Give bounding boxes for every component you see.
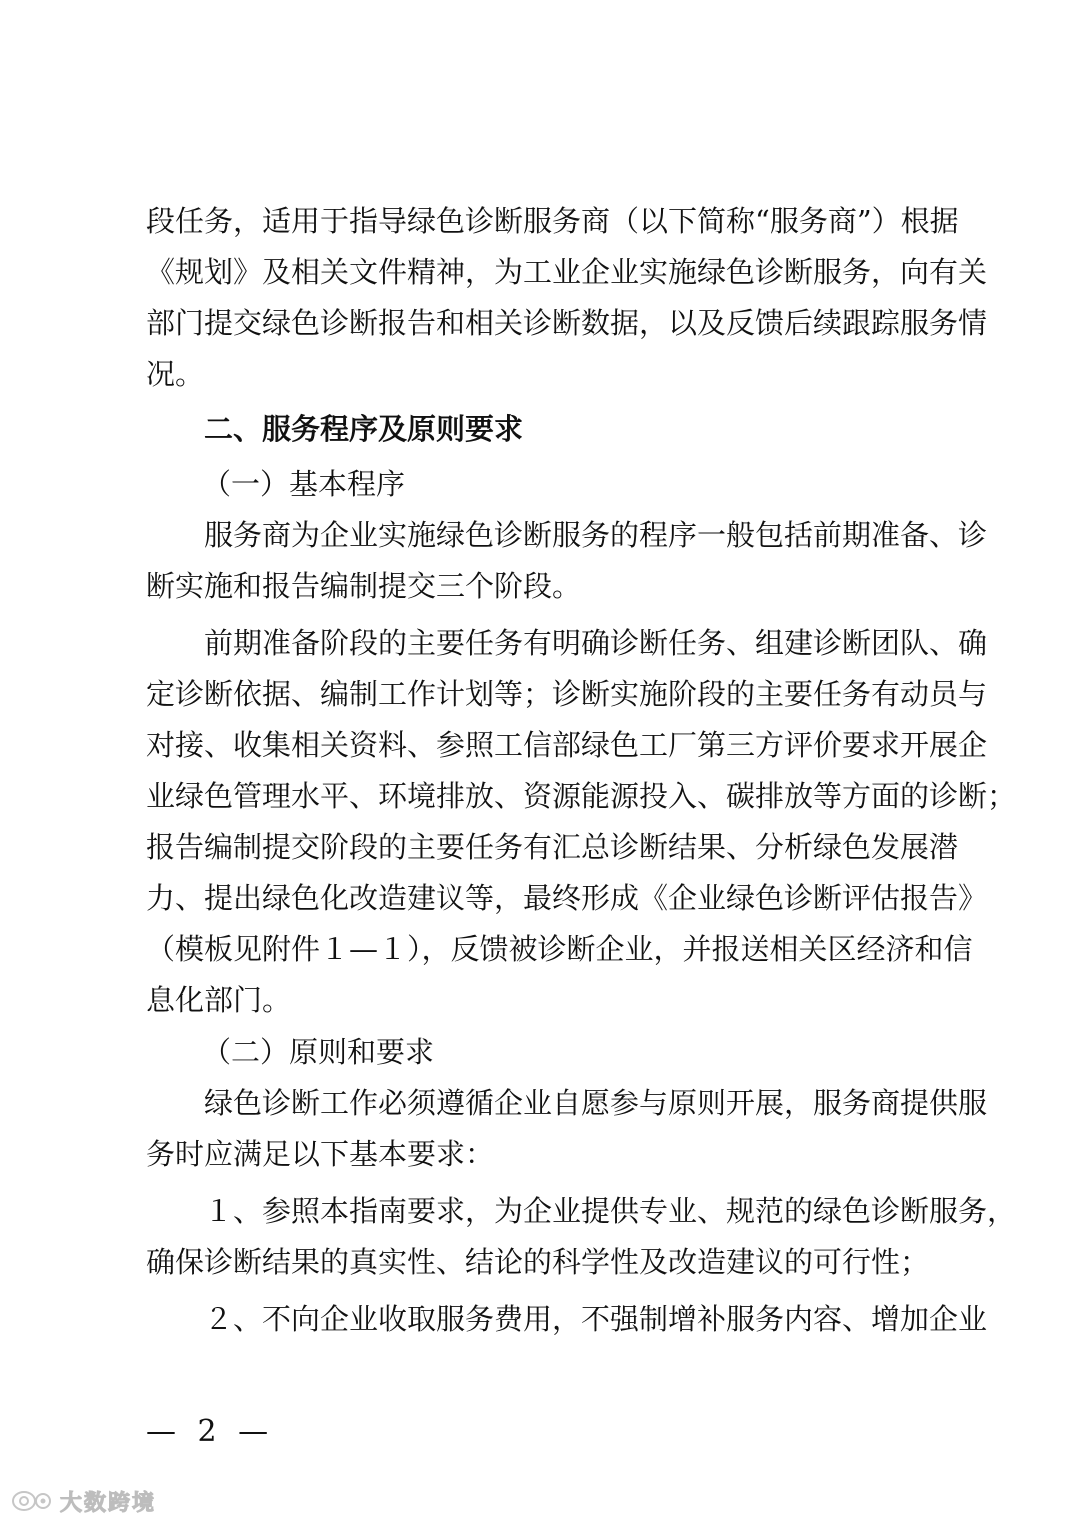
section-heading: 二、服务程序及原则要求 bbox=[204, 412, 524, 446]
subsection-heading: （二）原则和要求 bbox=[202, 1035, 435, 1069]
page-number: — 2 — bbox=[146, 1414, 275, 1449]
paragraph-line: 断实施和报告编制提交三个阶段。 bbox=[146, 569, 582, 603]
paragraph-line: 务时应满足以下基本要求： bbox=[146, 1137, 495, 1171]
eye-logo-icon bbox=[10, 1488, 54, 1514]
paragraph-line: （模板见附件１—１），反馈被诊断企业，并报送相关区经济和信 bbox=[146, 932, 973, 966]
paragraph-line: 服务商为企业实施绿色诊断服务的程序一般包括前期准备、诊 bbox=[204, 518, 988, 552]
watermark bbox=[10, 1484, 156, 1518]
paragraph-line: ２、不向企业收取服务费用，不强制增补服务内容、增加企业 bbox=[204, 1302, 988, 1336]
paragraph-line: １、参照本指南要求，为企业提供专业、规范的绿色诊断服务， bbox=[204, 1194, 1017, 1228]
paragraph-line: 绿色诊断工作必须遵循企业自愿参与原则开展，服务商提供服 bbox=[204, 1086, 988, 1120]
paragraph-line: 对接、收集相关资料、参照工信部绿色工厂第三方评价要求开展企 bbox=[146, 728, 988, 762]
paragraph-line: 定诊断依据、编制工作计划等；诊断实施阶段的主要任务有动员与 bbox=[146, 677, 988, 711]
paragraph-line: 《规划》及相关文件精神，为工业企业实施绿色诊断服务，向有关 bbox=[146, 255, 988, 289]
paragraph-line: 部门提交绿色诊断报告和相关诊断数据，以及反馈后续跟踪服务情 bbox=[146, 306, 988, 340]
watermark-text: 大数跨境 bbox=[60, 1490, 157, 1516]
subsection-heading: （一）基本程序 bbox=[202, 467, 406, 501]
paragraph-line: 力、提出绿色化改造建议等，最终形成《企业绿色诊断评估报告》 bbox=[146, 881, 988, 915]
paragraph-line: 段任务，适用于指导绿色诊断服务商（以下简称“服务商”）根据 bbox=[146, 204, 959, 238]
paragraph-line: 况。 bbox=[146, 357, 205, 391]
paragraph-line: 业绿色管理水平、环境排放、资源能源投入、碳排放等方面的诊断； bbox=[146, 779, 1017, 813]
paragraph-line: 前期准备阶段的主要任务有明确诊断任务、组建诊断团队、确 bbox=[204, 626, 988, 660]
document-body bbox=[146, 196, 1017, 1345]
paragraph-line: 报告编制提交阶段的主要任务有汇总诊断结果、分析绿色发展潜 bbox=[146, 830, 959, 864]
paragraph-line: 确保诊断结果的真实性、结论的科学性及改造建议的可行性； bbox=[146, 1245, 930, 1279]
paragraph-line: 息化部门。 bbox=[146, 983, 292, 1017]
